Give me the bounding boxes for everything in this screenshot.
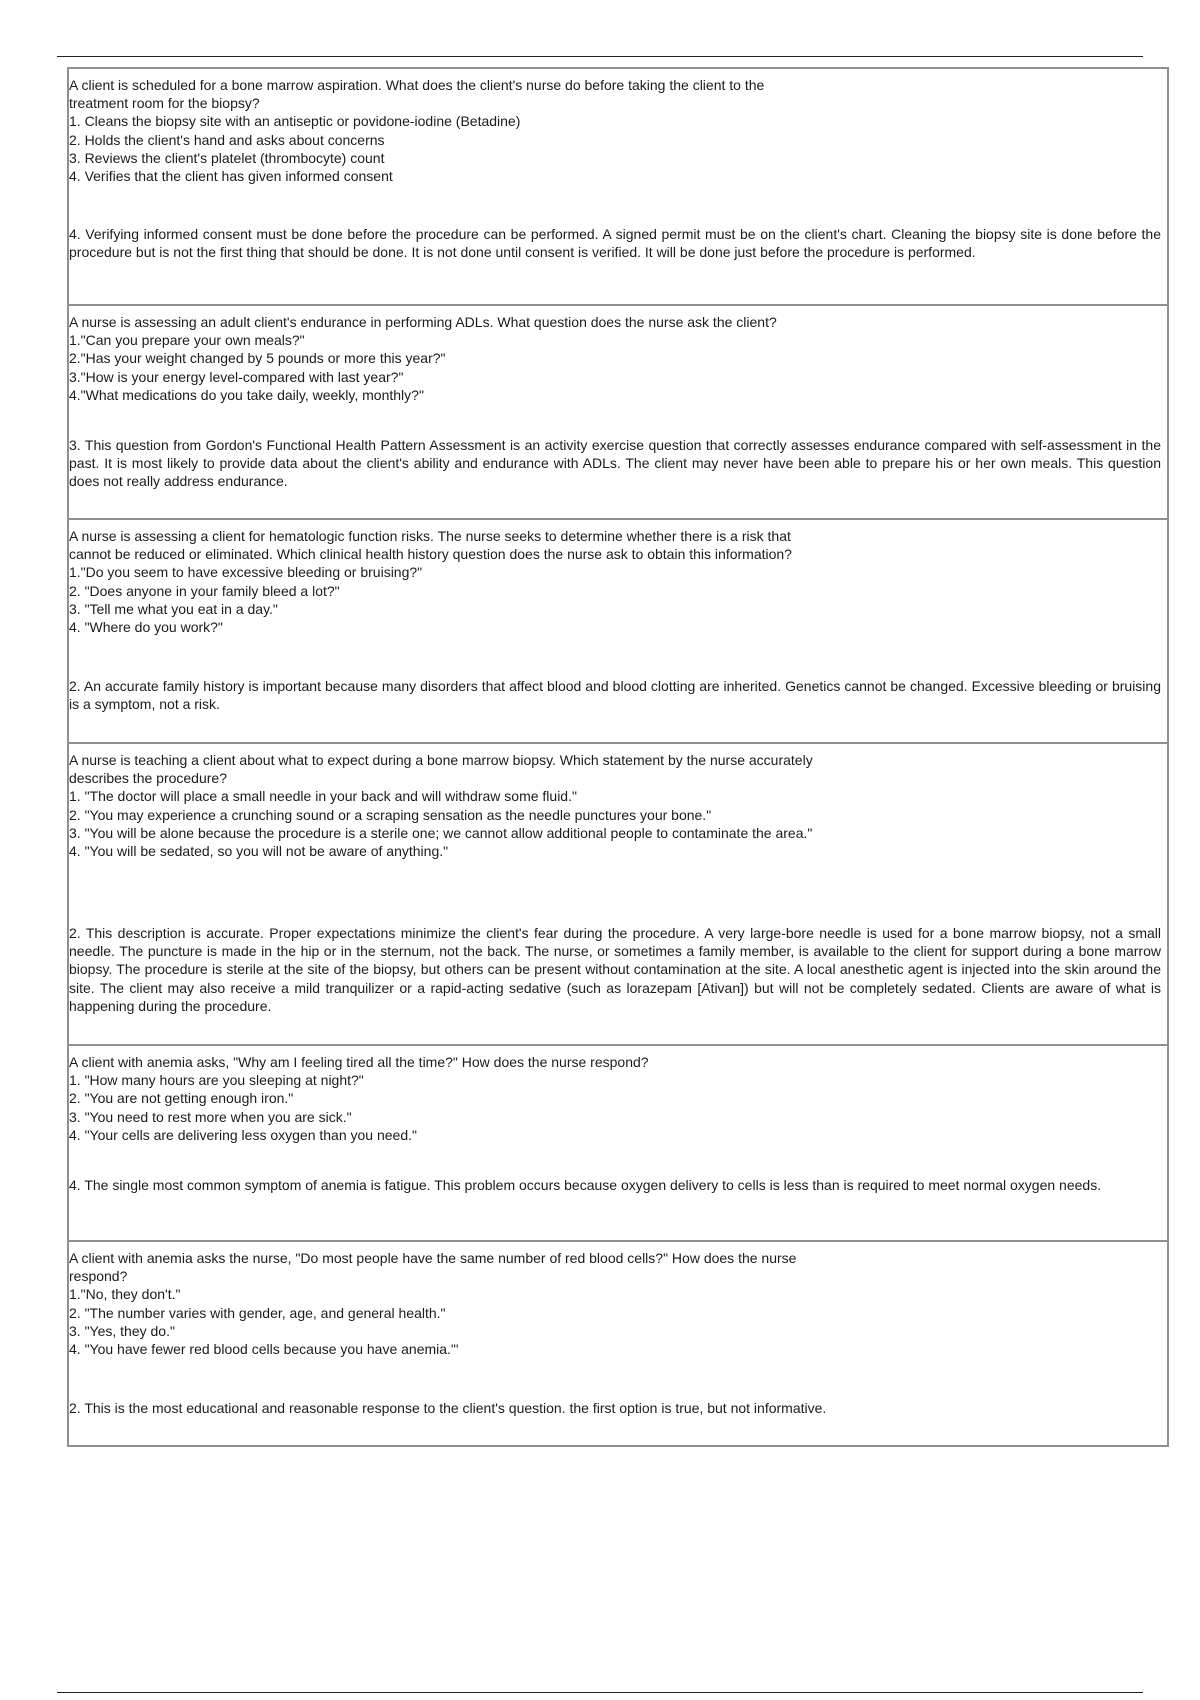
question-card [69,520,1167,744]
answer-explanation: 2. This is the most educational and reasonable response to the client's question. the first option is true, but not informative. [69,1400,827,1416]
question-text: A nurse is assessing a client for hematologic function risks. The nurse seeks to determine whether there is a risk that cannot be reduced or eliminated. Which clinical health history question does the nurse ask to obtain this information? [69,528,792,563]
options-list [69,1071,1161,1144]
option-item: 4. "Your cells are delivering less oxygen than you need." [69,1126,417,1143]
option-item: 1. Cleans the biopsy site with an antiseptic or povidone-iodine (Betadine) [69,113,521,130]
options-list [69,112,1161,185]
question-card-list [67,67,1169,1447]
question-text: A client with anemia asks the nurse, "Do most people have the same number of red blood cells?" How does the nurse respond? [69,1250,797,1285]
answer-explanation: 4. Verifying informed consent must be done before the procedure can be performed. A signed permit must be on the client's chart. Cleaning the biopsy site is done before the procedure but is not the first thing that should be done. It is not done until consent is verified. It will be done just before the procedure is performed. [69,226,1161,261]
option-item: 2. "You are not getting enough iron." [69,1090,294,1107]
answer-explanation: 2. This description is accurate. Proper expectations minimize the client's fear during the procedure. A very large-bore needle is used for a bone marrow biopsy, not a small needle. The puncture is made in the hip or in the sternum, not the back. The nurse, or sometimes a family member, is available to the client for support during a bone marrow biopsy. The procedure is sterile at the site of the biopsy, but others can be present without contamination at the site. A local anesthetic agent is injected into the skin around the site. The client may also receive a mild tranquilizer or a rapid-acting sedative (such as lorazepam [Ativan]) but will not be completely sedated. Clients are aware of what is happening during the procedure. [69,925,1161,1014]
option-item: 2. "Does anyone in your family bleed a lot?" [69,582,340,599]
question-card [69,1242,1167,1445]
question-card [69,69,1167,306]
footer-rule [57,1692,1143,1693]
option-item: 3. "You will be alone because the procedure is a sterile one; we cannot allow additional people to contaminate the area." [69,824,813,841]
answer-explanation: 2. An accurate family history is important because many disorders that affect blood and blood clotting are inherited. Genetics cannot be changed. Excessive bleeding or bruising is a symptom, not a risk. [69,678,1161,713]
question-text: A nurse is teaching a client about what to expect during a bone marrow biopsy. Which statement by the nurse accurately describes the procedure? [69,752,813,787]
question-text: A nurse is assessing an adult client's endurance in performing ADLs. What question does the nurse ask the client? [69,314,777,330]
question-text: A client with anemia asks, "Why am I feeling tired all the time?" How does the nurse respond? [69,1054,649,1070]
options-list [69,331,1161,404]
option-item: 4. Verifies that the client has given informed consent [69,168,393,185]
option-item: 2. "The number varies with gender, age, and general health." [69,1304,446,1321]
options-list [69,563,1161,636]
option-item: 3."How is your energy level-compared with last year?" [69,368,404,385]
option-item: 4. "Where do you work?" [69,619,223,636]
option-item: 4. "You will be sedated, so you will not be aware of anything." [69,843,449,860]
option-item: 1."No, they don't." [69,1286,181,1303]
answer-explanation: 4. The single most common symptom of anemia is fatigue. This problem occurs because oxygen delivery to cells is less than is required to meet normal oxygen needs. [69,1177,1102,1193]
option-item: 3. "You need to rest more when you are sick." [69,1108,352,1125]
question-card [69,1046,1167,1242]
question-card [69,744,1167,1046]
option-item: 3. "Yes, they do." [69,1322,175,1339]
options-list [69,1285,1161,1358]
option-item: 2. Holds the client's hand and asks about concerns [69,131,385,148]
option-item: 4. "You have fewer red blood cells because you have anemia."' [69,1341,459,1358]
option-item: 1."Do you seem to have excessive bleeding or bruising?" [69,564,423,581]
question-card [69,306,1167,520]
option-item: 1. "The doctor will place a small needle in your back and will withdraw some fluid." [69,788,577,805]
option-item: 1."Can you prepare your own meals?" [69,332,305,349]
option-item: 2. "You may experience a crunching sound or a scraping sensation as the needle punctures your bone." [69,806,712,823]
header-rule [57,56,1143,57]
option-item: 2."Has your weight changed by 5 pounds or more this year?" [69,350,446,367]
option-item: 3. Reviews the client's platelet (thrombocyte) count [69,149,385,166]
option-item: 1. "How many hours are you sleeping at night?" [69,1072,364,1089]
question-text: A client is scheduled for a bone marrow aspiration. What does the client's nurse do before taking the client to the treatment room for the biopsy? [69,77,765,112]
options-list [69,787,1161,860]
answer-explanation: 3. This question from Gordon's Functional Health Pattern Assessment is an activity exercise question that correctly assesses endurance compared with self-assessment in the past. It is most likely to provide data about the client's ability and endurance with ADLs. The client may never have been able to prepare his or her own meals. This question does not really address endurance. [69,437,1161,490]
option-item: 4."What medications do you take daily, weekly, monthly?" [69,386,424,403]
option-item: 3. "Tell me what you eat in a day." [69,600,278,617]
